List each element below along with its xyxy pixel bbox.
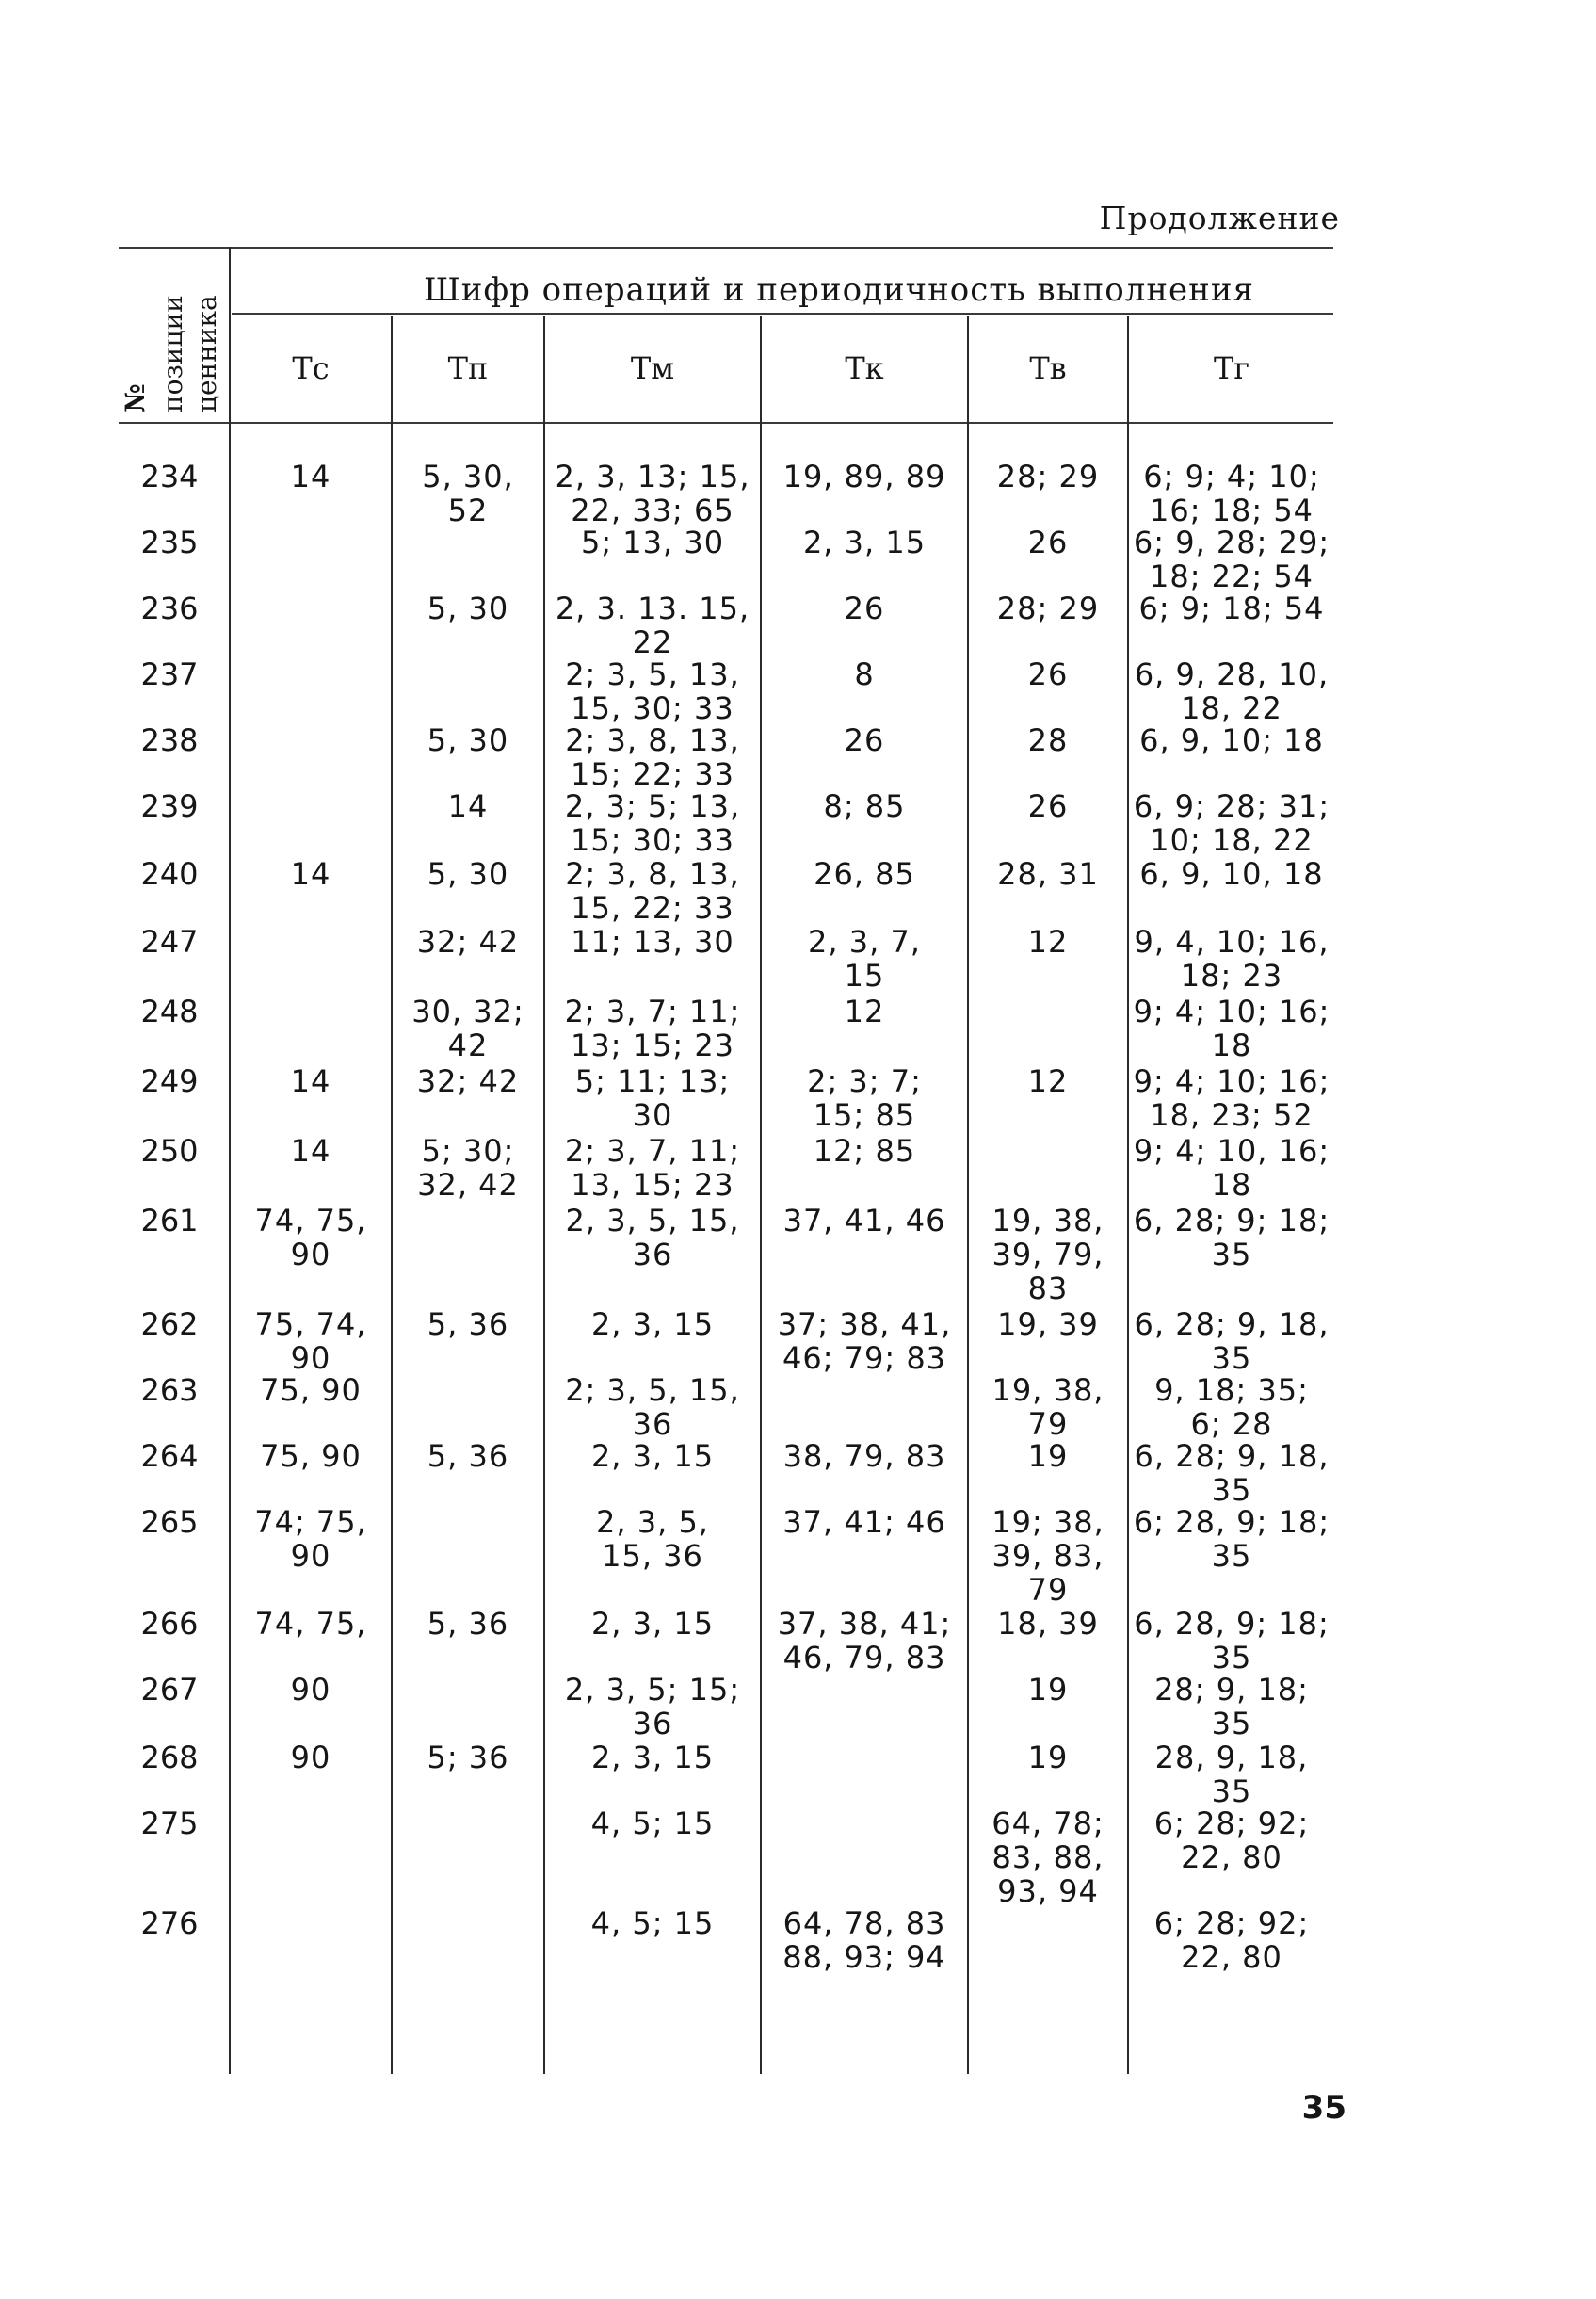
table-cell: 9; 4; 10, 16; 18 [1133, 1133, 1330, 1203]
row-number: 237 [140, 656, 199, 692]
pos-header-line1: № [120, 383, 151, 413]
table-cell: 37, 38, 41; 46, 79, 83 [777, 1606, 952, 1676]
table-cell: 2, 3, 13; 15, 22, 33; 65 [555, 459, 750, 528]
table-cell: 6, 9, 10; 18 [1139, 722, 1324, 758]
row-number: 275 [140, 1805, 199, 1841]
table-cell: 5, 36 [427, 1606, 509, 1642]
table-cell: 2, 3, 15 [590, 1438, 715, 1474]
table-cell: 2, 3, 5, 15, 36 [596, 1504, 709, 1574]
row-number: 266 [140, 1606, 199, 1642]
table-cell: 19, 38, 79 [991, 1372, 1104, 1442]
column-header-tk: Тк [845, 350, 884, 386]
table-cell: 6, 28; 9; 18; 35 [1133, 1203, 1330, 1272]
row-number: 249 [140, 1063, 199, 1099]
table-cell: 11; 13, 30 [571, 924, 734, 960]
table-cell: 5, 30 [427, 591, 509, 626]
table-cell: 37; 38, 41, 46; 79; 83 [777, 1306, 952, 1376]
table-cell: 5, 36 [427, 1438, 509, 1474]
table-cell: 6, 28, 9; 18; 35 [1134, 1606, 1330, 1676]
table-cell: 74, 75, [254, 1606, 367, 1642]
table-cell: 6; 9, 28; 29; 18; 22; 54 [1133, 525, 1330, 594]
table-cell: 28; 9, 18; 35 [1154, 1672, 1309, 1741]
table-cell: 2, 3. 13. 15, 22 [555, 591, 750, 660]
table-cell: 14 [290, 1063, 331, 1099]
row-number: 262 [140, 1306, 199, 1342]
table-cell: 19, 89, 89 [782, 459, 946, 494]
row-number: 248 [140, 994, 199, 1029]
table-cell: 5, 36 [427, 1306, 509, 1342]
column-header-tg: Тг [1213, 350, 1250, 386]
table-cell: 6; 9; 18; 54 [1138, 591, 1325, 626]
table-cell: 2, 3, 15 [590, 1740, 715, 1775]
table-cell: 75, 90 [260, 1438, 362, 1474]
table-cell: 38, 79, 83 [782, 1438, 946, 1474]
table-cell: 14 [447, 788, 489, 824]
table-cell: 2; 3, 8, 13, 15; 22; 33 [565, 722, 740, 792]
table-cell: 4, 5; 15 [590, 1805, 715, 1841]
table-cell: 2, 3, 15 [590, 1306, 715, 1342]
table-cell: 5; 13, 30 [580, 525, 725, 560]
table-cell: 8; 85 [823, 788, 906, 824]
row-number: 276 [140, 1905, 199, 1941]
row-number: 240 [140, 856, 199, 892]
table-cell: 6, 28; 9, 18, 35 [1134, 1438, 1330, 1508]
table-cell: 6; 28, 9; 18; 35 [1133, 1504, 1330, 1574]
table-cell: 74, 75, 90 [254, 1203, 367, 1272]
row-number: 265 [140, 1504, 199, 1540]
table-cell: 2; 3; 7; 15; 85 [807, 1063, 922, 1133]
table-cell: 19, 39 [997, 1306, 1099, 1342]
table-cell: 30, 32; 42 [411, 994, 524, 1063]
table-cell: 28; 29 [996, 459, 1100, 494]
table-cell: 6; 28; 92; 22, 80 [1153, 1905, 1310, 1975]
position-number-header [119, 252, 229, 422]
row-number: 264 [140, 1438, 199, 1474]
table-cell: 2; 3, 5, 15, 36 [565, 1372, 740, 1442]
table-cell: 32; 42 [416, 1063, 520, 1099]
table-cell: 5; 30; 32, 42 [417, 1133, 519, 1203]
column-header-tp: Тп [447, 350, 489, 386]
column-header-tc: Тс [292, 350, 330, 386]
table-cell: 64, 78, 83 88, 93; 94 [782, 1905, 946, 1975]
table-cell: 26 [844, 591, 885, 626]
table-cell: 2; 3, 5, 13, 15, 30; 33 [565, 656, 740, 726]
table-cell: 28, 9, 18, 35 [1154, 1740, 1309, 1809]
table-cell: 6; 9; 4; 10; 16; 18; 54 [1143, 459, 1320, 528]
row-number: 263 [140, 1372, 199, 1408]
table-cell: 5; 11; 13; 30 [574, 1063, 731, 1133]
row-number: 261 [140, 1203, 199, 1239]
table-cell: 8 [854, 656, 875, 692]
row-number: 267 [140, 1672, 199, 1708]
table-cell: 9, 4, 10; 16, 18; 23 [1134, 924, 1330, 994]
row-number: 268 [140, 1740, 199, 1775]
group-header: Шифр операций и периодичность выполнения [424, 271, 1254, 309]
table-cell: 9; 4; 10; 16; 18 [1133, 994, 1330, 1063]
row-number: 235 [140, 525, 199, 560]
table-cell: 12 [1027, 924, 1069, 960]
table-cell: 14 [290, 1133, 331, 1169]
pos-header-line3: ценника [191, 295, 222, 413]
page-number: 35 [1301, 2089, 1346, 2127]
header-bottom-rule [119, 422, 1333, 424]
table-cell: 32; 42 [416, 924, 520, 960]
table-cell: 26 [1027, 788, 1069, 824]
table-cell: 19 [1027, 1438, 1069, 1474]
top-rule [119, 247, 1333, 249]
table-cell: 14 [290, 459, 331, 494]
table-cell: 19, 38, 39, 79, 83 [991, 1203, 1104, 1306]
table-cell: 5, 30 [427, 856, 509, 892]
table-cell: 5, 30 [427, 722, 509, 758]
table-cell: 2, 3, 15 [802, 525, 927, 560]
table-cell: 26 [1027, 525, 1069, 560]
table-cell: 6; 28; 92; 22, 80 [1153, 1805, 1310, 1875]
column-header-tv: Тв [1029, 350, 1067, 386]
table-cell: 5, 30, 52 [422, 459, 514, 528]
table-cell: 74; 75, 90 [254, 1504, 367, 1574]
table-cell: 12; 85 [813, 1133, 916, 1169]
table-cell: 4, 5; 15 [590, 1905, 715, 1941]
table-cell: 6, 9, 10, 18 [1139, 856, 1324, 892]
table-cell: 90 [290, 1672, 331, 1708]
row-number: 250 [140, 1133, 199, 1169]
table-cell: 26 [1027, 656, 1069, 692]
table-cell: 28, 31 [997, 856, 1099, 892]
table-cell: 6, 9; 28; 31; 10; 18, 22 [1133, 788, 1330, 858]
table-cell: 19 [1027, 1740, 1069, 1775]
table-cell: 9; 4; 10; 16; 18, 23; 52 [1133, 1063, 1330, 1133]
table-cell: 26 [844, 722, 885, 758]
group-rule [232, 313, 1333, 315]
row-number: 234 [140, 459, 199, 494]
table-cell: 6, 28; 9, 18, 35 [1134, 1306, 1330, 1376]
table-cell: 28 [1027, 722, 1069, 758]
table-cell: 2, 3, 5, 15, 36 [565, 1203, 740, 1272]
table-cell: 12 [1027, 1063, 1069, 1099]
table-cell: 19; 38, 39, 83, 79 [991, 1504, 1104, 1608]
table-cell: 14 [290, 856, 331, 892]
table-cell: 90 [290, 1740, 331, 1775]
table-cell: 9, 18; 35; 6; 28 [1154, 1372, 1309, 1442]
table-cell: 5; 36 [427, 1740, 509, 1775]
table-cell: 64, 78; 83, 88, 93, 94 [991, 1805, 1104, 1909]
table-cell: 26, 85 [814, 856, 915, 892]
table-cell: 2; 3, 7; 11; 13; 15; 23 [564, 994, 741, 1063]
table-cell: 2, 3, 7, 15 [808, 924, 921, 994]
table-cell: 28; 29 [996, 591, 1100, 626]
continuation-label: Продолжение [1099, 200, 1340, 236]
table-cell: 75, 90 [260, 1372, 362, 1408]
row-number: 247 [140, 924, 199, 960]
table-cell: 37, 41; 46 [782, 1504, 946, 1540]
pos-header-line2: позиции [157, 295, 188, 413]
table-cell: 2, 3; 5; 13, 15; 30; 33 [564, 788, 741, 858]
table-cell: 37, 41, 46 [782, 1203, 946, 1239]
table-cell: 2; 3, 7, 11; 13, 15; 23 [564, 1133, 741, 1203]
row-number: 239 [140, 788, 199, 824]
row-number: 238 [140, 722, 199, 758]
table-cell: 75, 74, 90 [254, 1306, 367, 1376]
table-cell: 2, 3, 5; 15; 36 [564, 1672, 741, 1741]
table-cell: 2, 3, 15 [590, 1606, 715, 1642]
table-cell: 2; 3, 8, 13, 15, 22; 33 [565, 856, 740, 926]
table-cell: 19 [1027, 1672, 1069, 1708]
table-cell: 18, 39 [997, 1606, 1099, 1642]
column-header-tm: Тм [630, 350, 675, 386]
row-number: 236 [140, 591, 199, 626]
table-cell: 6, 9, 28, 10, 18, 22 [1134, 656, 1330, 726]
table-cell: 12 [844, 994, 885, 1029]
col-divider [760, 316, 762, 2074]
